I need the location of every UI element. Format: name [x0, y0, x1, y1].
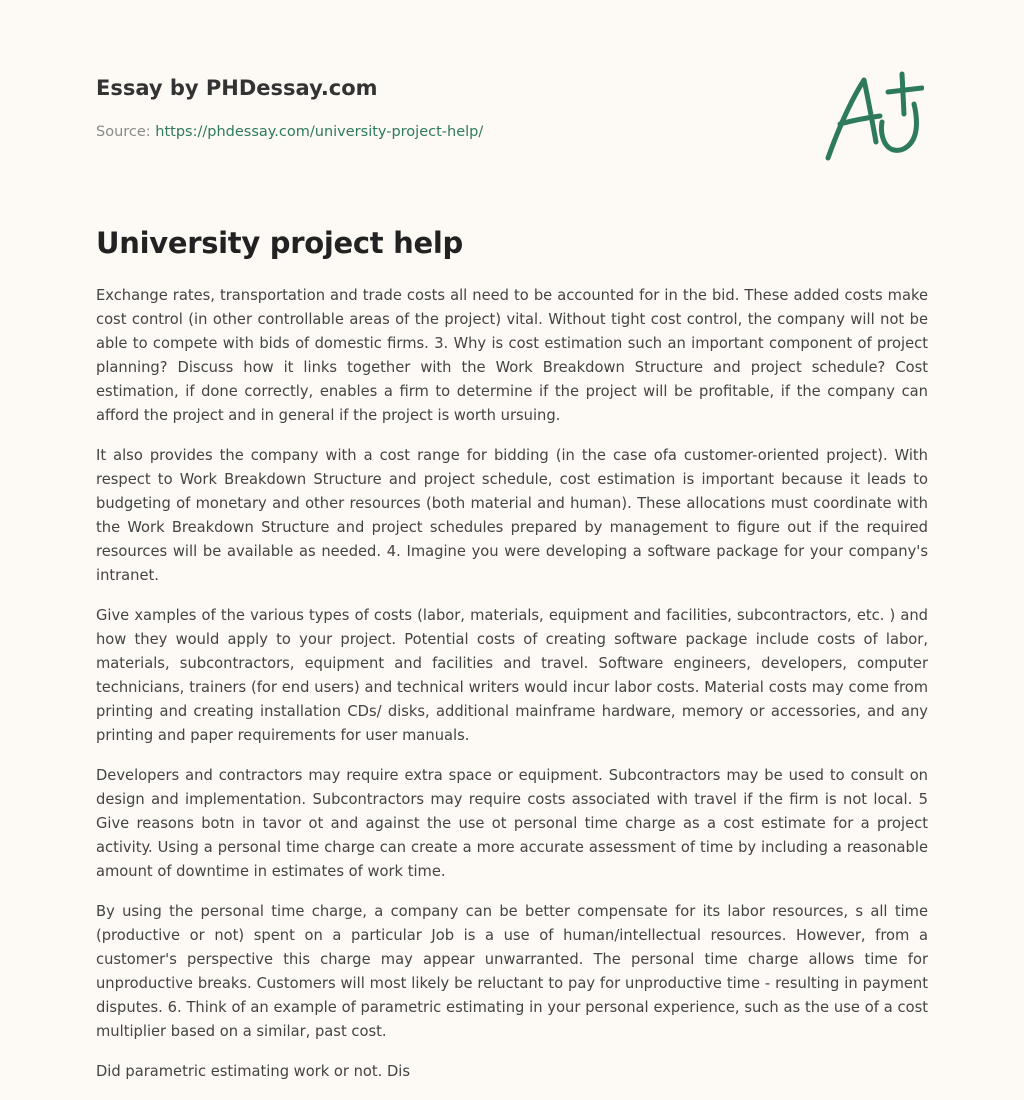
- document-body: [96, 284, 928, 1100]
- source-link[interactable]: https://phdessay.com/university-project-help/: [155, 124, 484, 140]
- paragraph: It also provides the company with a cost range for bidding (in the case ofa customer-oriented project). With respect to Work Breakdown Structure and project schedule, cost estimation is important because it leads to budgeting of monetary and other resources (both material and human). These allocations must coordinate with the Work Breakdown Structure and project schedules prepared by management to figure out if the required resources will be available as needed. 4. Imagine you were developing a software package for your company's intranet.: [96, 447, 928, 584]
- paragraph: By using the personal time charge, a company can be better compensate for its labor resources, s all time (productive or not) spent on a particular Job is a use of human/intellectual resources. However, from a customer's perspective this charge may appear unwarranted. The personal time charge allows time for unproductive breaks. Customers will most likely be reluctant to pay for unproductive time - resulting in payment disputes. 6. Think of an example of parametric estimating in your personal experience, such as the use of a cost multiplier based on a similar, past cost.: [96, 903, 928, 1040]
- paragraph: Developers and contractors may require extra space or equipment. Subcontractors may be used to consult on design and implementation. Subcontractors may require costs associated with travel if the firm is not local. 5 Give reasons botn in tavor ot and against the use ot personal time charge as a cost estimate for a project activity. Using a personal time charge can create a more accurate assessment of time by including a reasonable amount of downtime in estimates of work time.: [96, 767, 928, 880]
- document-title: University project help: [96, 226, 463, 260]
- paragraph: Did parametric estimating work or not. Dis: [96, 1063, 411, 1080]
- a-plus-logo-icon: [824, 68, 924, 164]
- document-page: [96, 0, 928, 1080]
- site-title: Essay by PHDessay.com: [96, 76, 378, 100]
- paragraph: Give xamples of the various types of costs (labor, materials, equipment and facilities, subcontractors, etc. ) and how they would apply to your project. Potential costs of creating software package include costs of labor, materials, subcontractors, equipment and facilities and travel. Software engineers, developers, computer technicians, trainers (for end users) and technical writers would incur labor costs. Material costs may come from printing and creating installation CDs/ disks, additional mainframe hardware, memory or accessories, and any printing and paper requirements for user manuals.: [96, 607, 928, 744]
- paragraph: Exchange rates, transportation and trade costs all need to be accounted for in the bid. These added costs make cost control (in other controllable areas of the project) vital. Without tight cost control, the company will not be able to compete with bids of domestic firms. 3. Why is cost estimation such an important component of project planning? Discuss how it links together with the Work Breakdown Structure and project schedule? Cost estimation, if done correctly, enables a firm to determine if the project will be profitable, if the company can afford the project and in general if the project is worth ursuing.: [96, 287, 928, 424]
- source-line: [96, 124, 483, 140]
- page-header: [96, 0, 928, 200]
- source-label: Source:: [96, 124, 151, 140]
